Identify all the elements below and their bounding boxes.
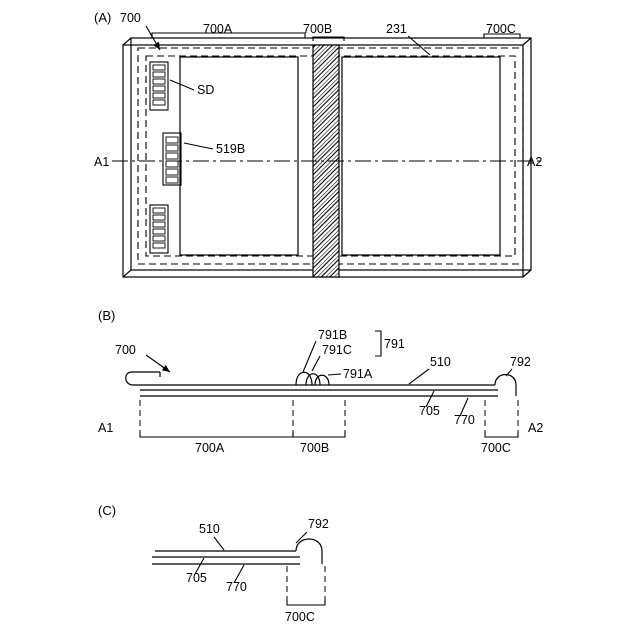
label-792-panel-b: 792 — [510, 355, 531, 369]
label-792-panel-c: 792 — [308, 517, 329, 531]
label-a1-panel-a: A1 — [94, 155, 110, 169]
panel-c-letter: (C) — [98, 503, 117, 518]
label-519b: 519B — [216, 142, 246, 156]
label-700c-panel-a: 700C — [486, 22, 516, 36]
panel-b-letter: (B) — [98, 308, 116, 323]
label-a2-panel-b: A2 — [528, 421, 544, 435]
label-791: 791 — [384, 337, 405, 351]
label-700b-panel-a: 700B — [303, 22, 333, 36]
label-705-panel-b: 705 — [419, 404, 440, 418]
label-700-panel-b: 700 — [115, 343, 136, 357]
label-700c-panel-c: 700C — [285, 610, 315, 624]
label-510-panel-c: 510 — [199, 522, 220, 536]
label-510-panel-b: 510 — [430, 355, 451, 369]
label-791a: 791A — [343, 367, 373, 381]
label-sd: SD — [197, 83, 215, 97]
label-700c-panel-b: 700C — [481, 441, 511, 455]
label-a2-panel-a: A2 — [527, 155, 543, 169]
label-700a-panel-b: 700A — [195, 441, 225, 455]
label-231-panel-a: 231 — [386, 22, 407, 36]
label-770-panel-c: 770 — [226, 580, 247, 594]
label-700-panel-a: 700 — [120, 11, 141, 25]
label-770-panel-b: 770 — [454, 413, 475, 427]
label-791b: 791B — [318, 328, 348, 342]
label-700a-panel-a: 700A — [203, 22, 233, 36]
label-a1-panel-b: A1 — [98, 421, 114, 435]
label-791c: 791C — [322, 343, 352, 357]
label-705-panel-c: 705 — [186, 571, 207, 585]
panel-a-letter: (A) — [94, 10, 112, 25]
label-700b-panel-b: 700B — [300, 441, 330, 455]
